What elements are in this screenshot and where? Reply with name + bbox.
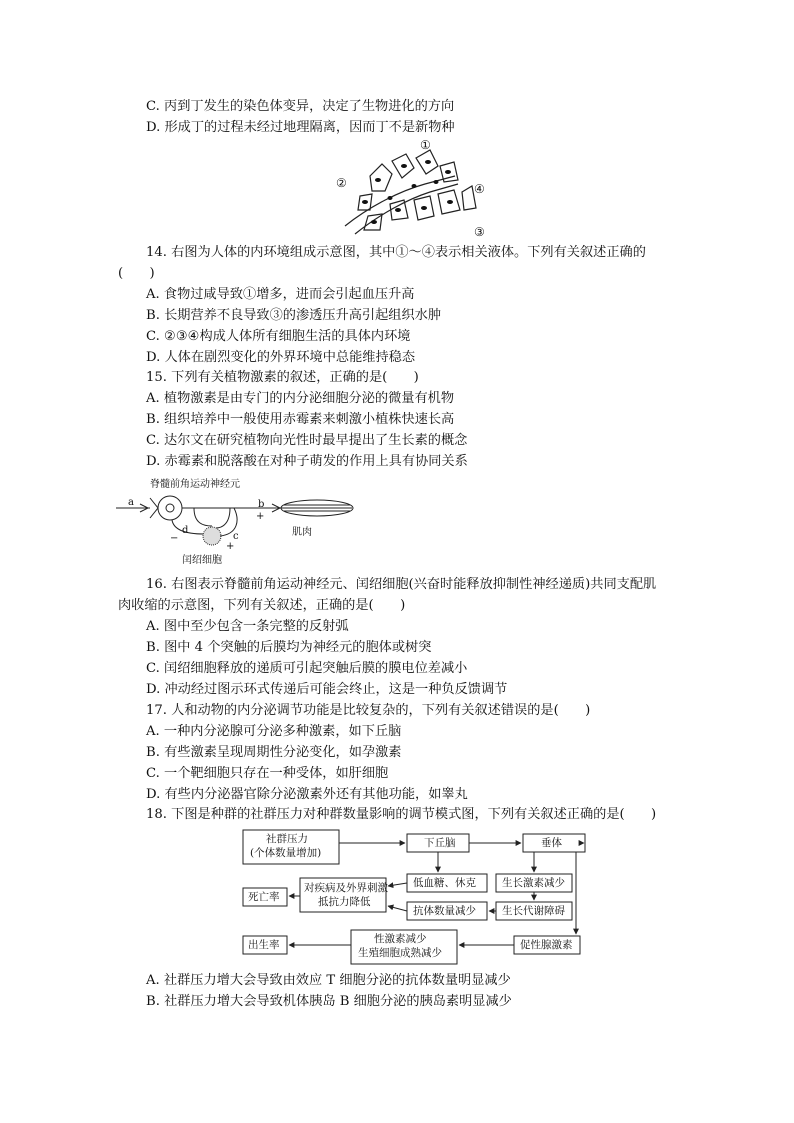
fig14-label-4: ④ — [474, 182, 485, 196]
q16-stem-2: 肉收缩的示意图，下列有关叙述，正确的是( ) — [118, 598, 406, 613]
flow-resistance-2: 抵抗力降低 — [318, 896, 371, 908]
label-plus-c: + — [226, 541, 235, 552]
flow-antibody: 抗体数量减少 — [413, 905, 476, 917]
q16-option-d: D. 冲动经过图示环式传递后可能会终止，这是一种负反馈调节 — [146, 682, 508, 697]
q17-option-b: B. 有些激素呈现周期性分泌变化，如孕激素 — [146, 745, 402, 760]
q15-stem: 15. 下列有关植物激素的叙述，正确的是( ) — [146, 370, 419, 385]
q18-stem: 18. 下图是种群的社群压力对种群数量影响的调节模式图，下列有关叙述正确的是( ) — [146, 807, 657, 822]
fig14-label-3: ③ — [474, 225, 485, 239]
q18-option-b: B. 社群压力增大会导致机体胰岛 B 细胞分泌的胰岛素明显减少 — [146, 994, 512, 1009]
flow-shequn-1: 社群压力 — [266, 833, 308, 845]
q17-option-c: C. 一个靶细胞只存在一种受体，如肝细胞 — [146, 766, 389, 781]
interneuron-label: 闰绍细胞 — [182, 555, 222, 566]
fig14-label-2: ② — [336, 176, 347, 190]
q14-option-b: B. 长期营养不良导致③的渗透压升高引起组织水肿 — [146, 308, 442, 323]
label-plus-b: + — [256, 511, 265, 522]
flow-birth-rate: 出生率 — [248, 939, 280, 951]
flow-shequn-2: (个体数量增加) — [250, 847, 322, 859]
q17-option-d: D. 有些内分泌器官除分泌激素外还有其他功能，如睾丸 — [146, 787, 468, 802]
label-d: d — [182, 525, 189, 536]
flow-sex-hormone-2: 生殖细胞成熟减少 — [358, 947, 442, 959]
option-c-prev: C. 丙到丁发生的染色体变异，决定了生物进化的方向 — [146, 99, 455, 114]
q14-option-a: A. 食物过咸导致①增多，进而会引起血压升高 — [146, 287, 415, 302]
q14-stem: 14. 右图为人体的内环境组成示意图，其中①～④表示相关液体。下列有关叙述正确的 — [146, 245, 646, 260]
label-c: c — [233, 531, 239, 542]
q15-option-d: D. 赤霉素和脱落酸在对种子萌发的作用上具有协同关系 — [146, 454, 468, 469]
q16-option-a: A. 图中至少包含一条完整的反射弧 — [146, 619, 349, 634]
option-d-prev: D. 形成丁的过程未经过地理隔离，因而丁不是新物种 — [146, 120, 455, 135]
flow-pituitary: 垂体 — [541, 837, 562, 849]
flow-metabolism: 生长代谢障碍 — [502, 905, 565, 917]
flow-resistance-1: 对疾病及外界刺激 — [304, 882, 388, 894]
flow-low-sugar: 低血糖、休克 — [413, 877, 476, 889]
q16-stem: 16. 右图表示脊髓前角运动神经元、闰绍细胞(兴奋时能释放抑制性神经递质)共同支配肌 — [146, 577, 657, 592]
muscle-label: 肌肉 — [292, 527, 312, 538]
fig14-label-1: ① — [420, 138, 431, 152]
label-a: a — [128, 497, 134, 508]
flow-death-rate: 死亡率 — [248, 891, 280, 903]
q14-option-c: C. ②③④构成人体所有细胞生活的具体内环境 — [146, 329, 411, 344]
q15-option-c: C. 达尔文在研究植物向光性时最早提出了生长素的概念 — [146, 433, 468, 448]
flow-hypothalamus: 下丘脑 — [424, 837, 456, 849]
neuron-label: 脊髓前角运动神经元 — [150, 479, 240, 490]
q15-option-b: B. 组织培养中一般使用赤霉素来刺激小植株快速长高 — [146, 412, 455, 427]
q15-option-a: A. 植物激素是由专门的内分泌细胞分泌的微量有机物 — [146, 391, 455, 406]
flow-gh-decrease: 生长激素减少 — [502, 877, 565, 889]
flow-sex-hormone-1: 性激素减少 — [374, 933, 427, 945]
q18-option-a: A. 社群压力增大会导致由效应 T 细胞分泌的抗体数量明显减少 — [146, 973, 511, 988]
q16-option-b: B. 图中 4 个突触的后膜均为神经元的胞体或树突 — [146, 640, 432, 655]
q17-option-a: A. 一种内分泌腺可分泌多种激素，如下丘脑 — [146, 724, 402, 739]
label-minus: − — [170, 533, 179, 544]
q14-bracket: ( ) — [118, 266, 155, 281]
internal-environment-figure — [330, 136, 495, 236]
label-b: b — [258, 499, 265, 510]
q16-option-c: C. 闰绍细胞释放的递质可引起突触后膜的膜电位差减小 — [146, 661, 468, 676]
q14-option-d: D. 人体在剧烈变化的外界环境中总能维持稳态 — [146, 350, 416, 365]
flow-gonadotropin: 促性腺激素 — [520, 939, 573, 951]
q17-stem: 17. 人和动物的内分泌调节功能是比较复杂的，下列有关叙述错误的是( ) — [146, 703, 591, 718]
